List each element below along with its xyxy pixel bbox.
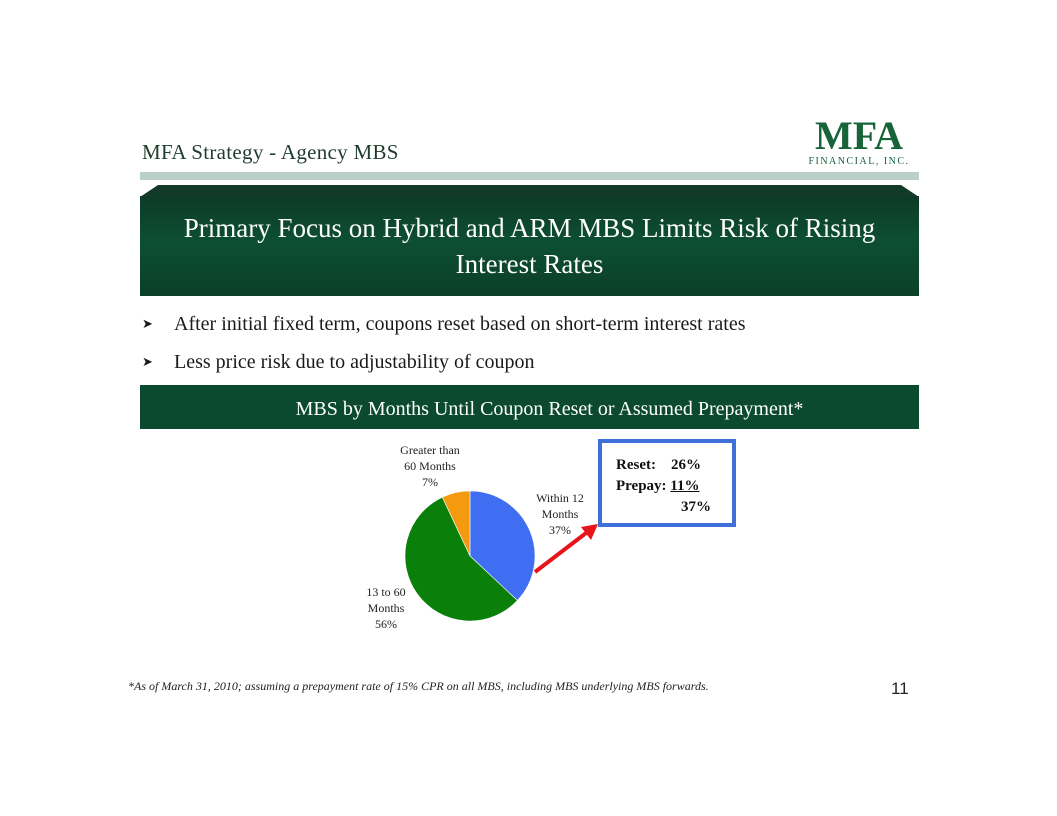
headline-text: Primary Focus on Hybrid and ARM MBS Limits Risk of Rising Interest Rates: [183, 213, 876, 279]
arrowhead-bullet-icon: ➤: [142, 354, 153, 369]
pie-slice-label: Within 12 Months 37%: [536, 491, 584, 537]
pie-slice-label: 13 to 60 Months 56%: [366, 585, 406, 631]
reset-value: 26%: [670, 457, 701, 473]
title-divider: [140, 172, 919, 180]
logo-sub-text: FINANCIAL, INC.: [808, 156, 910, 167]
prepay-label: Prepay:: [616, 478, 667, 494]
pie-chart: [330, 436, 630, 646]
logo-main-text: MFA: [814, 117, 904, 158]
bullet-item: [142, 313, 745, 336]
total-value: 37%: [681, 499, 711, 515]
callout-arrow-head: [581, 524, 598, 540]
chart-header-text: MBS by Months Until Coupon Reset or Assumed Prepayment*: [295, 398, 804, 420]
footnote: *As of March 31, 2010; assuming a prepayment rate of 15% CPR on all MBS, including MBS underlying MBS forwards.: [128, 679, 709, 693]
callout-prepay-row: [616, 478, 699, 495]
prepay-value: 11%: [670, 478, 700, 494]
pie-slice-label: Greater than 60 Months 7%: [400, 443, 460, 489]
bullet-text: After initial fixed term, coupons reset based on short-term interest rates: [174, 313, 746, 335]
bullet-item: [142, 351, 534, 374]
headline-banner: [140, 196, 919, 296]
chart-header-bar: [140, 385, 919, 429]
page-number: 11: [891, 679, 909, 698]
reset-prepay-callout: [598, 439, 736, 527]
bullet-text: Less price risk due to adjustability of coupon: [174, 351, 535, 373]
callout-reset-row: [616, 457, 701, 474]
mfa-logo: [797, 117, 921, 167]
reset-label: Reset:: [616, 457, 656, 473]
arrowhead-bullet-icon: ➤: [142, 316, 153, 331]
slide-title: MFA Strategy - Agency MBS: [142, 140, 399, 164]
